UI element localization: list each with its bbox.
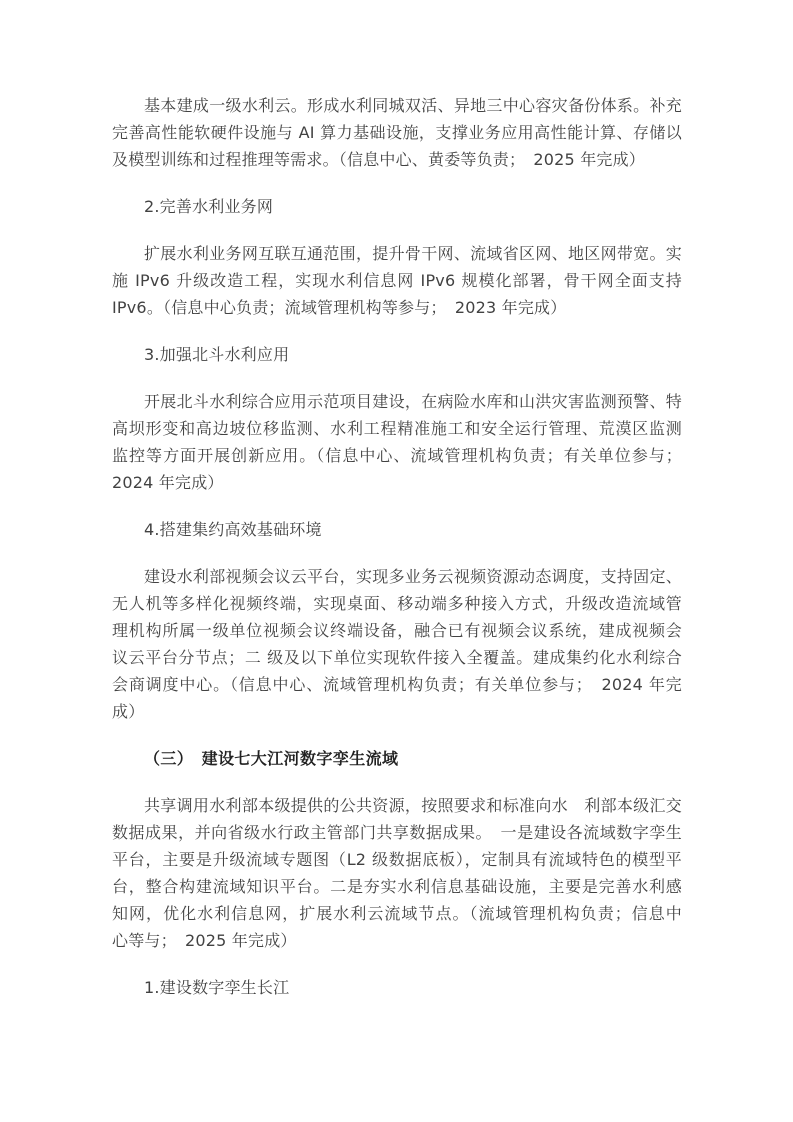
- heading-4-infrastructure-environment: [112, 516, 682, 543]
- paragraph-water-cloud: [112, 92, 682, 173]
- text-line: 知网，优化水利信息网，扩展水利云流域节点。（流域管理机构负责；信息中: [112, 904, 682, 923]
- heading-2-improve-business-network: [112, 193, 682, 220]
- text-line: 完善高性能软硬件设施与 AI 算力基础设施，支撑业务应用高性能计算、存储以: [112, 123, 682, 142]
- text-line: 会商调度中心。（信息中心、流域管理机构负责；有关单位参与； 2024 年完: [112, 675, 682, 694]
- text-line: 监控等方面开展创新应用。（信息中心、流域管理机构负责；有关单位参与；: [112, 446, 682, 465]
- text-line: 无人机等多样化视频终端，实现桌面、移动端多种接入方式，升级改造流域管: [112, 594, 682, 613]
- text-line: 理机构所属一级单位视频会议终端设备，融合已有视频会议系统，建成视频会: [112, 621, 682, 640]
- heading-section-3-digital-twin-basins: [112, 745, 682, 772]
- text-line: 开展北斗水利综合应用示范项目建设，在病险水库和山洪灾害监测预警、特: [144, 392, 682, 411]
- text-line: 数据成果，并向省级水行政主管部门共享数据成果。 一是建设各流域数字孪生: [112, 823, 682, 842]
- text-line: 成）: [112, 702, 145, 721]
- text-line: （三） 建设七大江河数字孪生流域: [144, 749, 399, 768]
- text-line: 2024 年完成）: [112, 473, 224, 492]
- paragraph-business-network: [112, 240, 682, 321]
- paragraph-beidou: [112, 388, 682, 496]
- document-content: [112, 92, 682, 1021]
- text-line: 共享调用水利部本级提供的公共资源，按照要求和标准向水 利部本级汇交: [144, 796, 682, 815]
- paragraph-shared-resources: [112, 792, 682, 954]
- text-line: 3.加强北斗水利应用: [144, 345, 290, 364]
- paragraph-video-conference-cloud: [112, 563, 682, 725]
- text-line: 心等与； 2025 年完成）: [112, 931, 297, 950]
- text-line: 平台，主要是升级流域专题图（L2 级数据底板），定制具有流域特色的模型平: [112, 850, 682, 869]
- text-line: 4.搭建集约高效基础环境: [144, 520, 322, 539]
- text-line: 高坝形变和高边坡位移监测、水利工程精准施工和安全运行管理、荒漠区监测: [112, 419, 682, 438]
- text-line: 议云平台分节点；二 级及以下单位实现软件接入全覆盖。建成集约化水利综合: [112, 648, 682, 667]
- text-line: 扩展水利业务网互联互通范围，提升骨干网、流域省区网、地区网带宽。实: [144, 244, 682, 263]
- text-line: 1.建设数字孪生长江: [144, 978, 290, 997]
- text-line: 建设水利部视频会议云平台，实现多业务云视频资源动态调度，支持固定、: [144, 567, 682, 586]
- heading-3-beidou-application: [112, 341, 682, 368]
- heading-1-digital-twin-yangtze: [112, 974, 682, 1001]
- text-line: 台，整合构建流域知识平台。二是夯实水利信息基础设施，主要是完善水利感: [112, 877, 682, 896]
- text-line: 2.完善水利业务网: [144, 197, 274, 216]
- text-line: 施 IPv6 升级改造工程，实现水利信息网 IPv6 规模化部署，骨干网全面支持: [112, 271, 682, 290]
- text-line: 及模型训练和过程推理等需求。（信息中心、黄委等负责； 2025 年完成）: [112, 150, 646, 169]
- text-line: 基本建成一级水利云。形成水利同城双活、异地三中心容灾备份体系。补充: [144, 96, 682, 115]
- text-line: IPv6。（信息中心负责；流域管理机构等参与； 2023 年完成）: [112, 298, 567, 317]
